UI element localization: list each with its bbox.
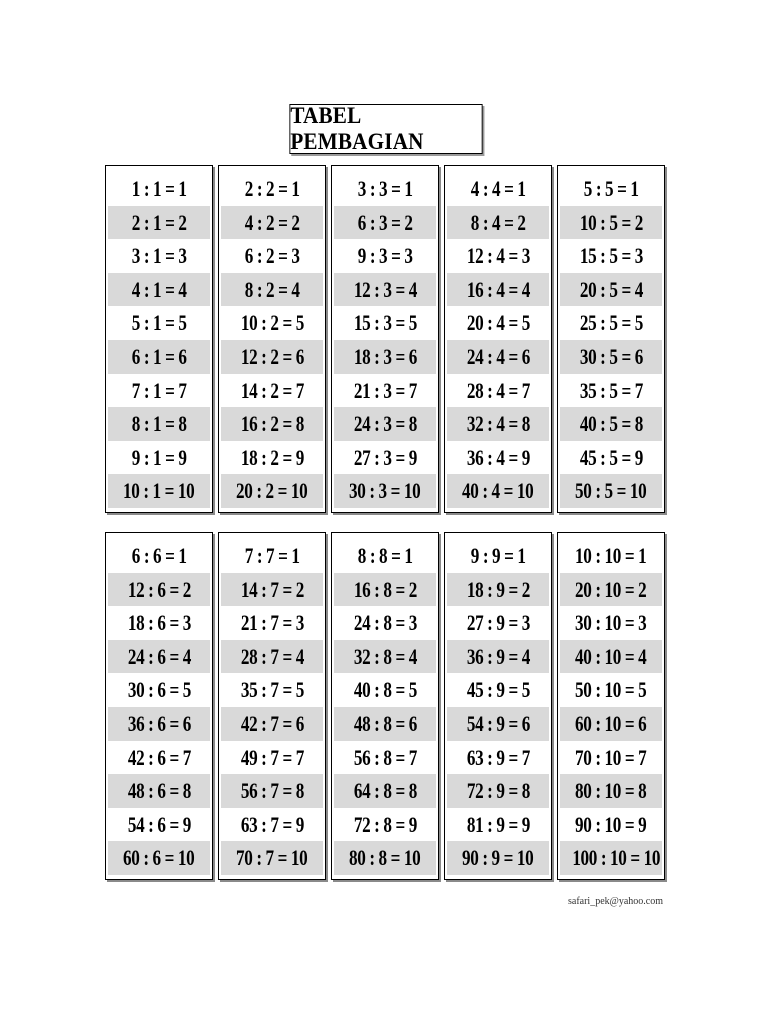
equation-text: 12 : 3 = 4	[353, 276, 417, 302]
equation-text: 30 : 10 = 3	[575, 610, 647, 636]
table-row	[334, 407, 436, 441]
table-row	[334, 172, 436, 206]
equation-text: 20 : 5 = 4	[579, 276, 643, 302]
table-row	[334, 306, 436, 340]
equation-text: 12 : 6 = 2	[127, 576, 191, 602]
table-row	[334, 340, 436, 374]
equation-text: 30 : 3 = 10	[349, 478, 421, 504]
table-row	[108, 640, 210, 674]
table-row	[108, 239, 210, 273]
table-row	[108, 606, 210, 640]
equation-text: 7 : 1 = 7	[131, 377, 187, 403]
table-row	[560, 306, 662, 340]
table-row	[221, 774, 323, 808]
table-row	[108, 407, 210, 441]
equation-text: 28 : 4 = 7	[466, 377, 530, 403]
table-row	[560, 774, 662, 808]
equation-text: 16 : 4 = 4	[466, 276, 530, 302]
table-row	[447, 239, 549, 273]
equation-text: 63 : 9 = 7	[466, 744, 530, 770]
equation-text: 54 : 9 = 6	[466, 710, 530, 736]
division-table-5	[557, 165, 665, 513]
equation-text: 60 : 10 = 6	[575, 710, 647, 736]
equation-text: 14 : 7 = 2	[240, 576, 304, 602]
table-row	[447, 340, 549, 374]
equation-text: 18 : 9 = 2	[466, 576, 530, 602]
equation-text: 25 : 5 = 5	[579, 310, 643, 336]
equation-text: 24 : 4 = 6	[466, 343, 530, 369]
division-table-10	[557, 532, 665, 880]
equation-text: 6 : 3 = 2	[357, 209, 413, 235]
equation-text: 30 : 5 = 6	[579, 343, 643, 369]
equation-text: 21 : 3 = 7	[353, 377, 417, 403]
table-row	[447, 306, 549, 340]
tables-row-bottom	[105, 532, 665, 880]
table-row	[108, 273, 210, 307]
equation-text: 48 : 8 = 6	[353, 710, 417, 736]
page-title: TABEL PEMBAGIAN	[289, 104, 482, 154]
table-row	[447, 707, 549, 741]
division-table-8	[331, 532, 439, 880]
equation-text: 6 : 1 = 6	[131, 343, 187, 369]
equation-text: 18 : 3 = 6	[353, 343, 417, 369]
division-table-4	[444, 165, 552, 513]
table-row	[108, 441, 210, 475]
equation-text: 48 : 6 = 8	[127, 778, 191, 804]
equation-text: 27 : 3 = 9	[353, 444, 417, 470]
equation-text: 32 : 8 = 4	[353, 643, 417, 669]
table-row	[560, 539, 662, 573]
equation-text: 54 : 6 = 9	[127, 811, 191, 837]
table-row	[334, 741, 436, 775]
equation-text: 3 : 3 = 1	[357, 176, 413, 201]
table-row	[334, 539, 436, 573]
equation-text: 81 : 9 = 9	[466, 811, 530, 837]
equation-text: 10 : 5 = 2	[579, 209, 643, 235]
table-row	[108, 206, 210, 240]
equation-text: 45 : 9 = 5	[466, 677, 530, 703]
table-row	[221, 573, 323, 607]
table-row	[560, 808, 662, 842]
equation-text: 24 : 3 = 8	[353, 411, 417, 437]
equation-text: 36 : 6 = 6	[127, 710, 191, 736]
table-row	[221, 273, 323, 307]
table-row	[108, 741, 210, 775]
table-row	[334, 273, 436, 307]
equation-text: 36 : 9 = 4	[466, 643, 530, 669]
equation-text: 14 : 2 = 7	[240, 377, 304, 403]
equation-text: 28 : 7 = 4	[240, 643, 304, 669]
equation-text: 80 : 8 = 10	[349, 845, 421, 871]
division-table-7	[218, 532, 326, 880]
table-row	[447, 841, 549, 875]
equation-text: 63 : 7 = 9	[240, 811, 304, 837]
division-table-2	[218, 165, 326, 513]
equation-text: 8 : 2 = 4	[244, 276, 300, 302]
table-row	[108, 539, 210, 573]
division-table-9	[444, 532, 552, 880]
table-row	[560, 573, 662, 607]
table-row	[560, 474, 662, 508]
table-row	[447, 774, 549, 808]
table-row	[560, 640, 662, 674]
equation-text: 3 : 1 = 3	[131, 243, 187, 269]
table-row	[334, 673, 436, 707]
equation-text: 80 : 10 = 8	[575, 778, 647, 804]
table-row	[334, 606, 436, 640]
equation-text: 8 : 1 = 8	[131, 411, 187, 437]
table-row	[560, 741, 662, 775]
equation-text: 45 : 5 = 9	[579, 444, 643, 470]
equation-text: 40 : 5 = 8	[579, 411, 643, 437]
table-row	[221, 741, 323, 775]
equation-text: 5 : 5 = 1	[583, 176, 639, 201]
equation-text: 10 : 1 = 10	[123, 478, 195, 504]
equation-text: 100 : 10 = 10	[572, 845, 661, 871]
equation-text: 20 : 2 = 10	[236, 478, 308, 504]
equation-text: 7 : 7 = 1	[244, 543, 300, 568]
equation-text: 20 : 10 = 2	[575, 576, 647, 602]
table-row	[560, 172, 662, 206]
equation-text: 15 : 5 = 3	[579, 243, 643, 269]
division-table-3	[331, 165, 439, 513]
table-row	[560, 407, 662, 441]
equation-text: 30 : 6 = 5	[127, 677, 191, 703]
table-row	[108, 573, 210, 607]
equation-text: 24 : 6 = 4	[127, 643, 191, 669]
table-row	[560, 206, 662, 240]
table-row	[334, 474, 436, 508]
equation-text: 50 : 5 = 10	[575, 478, 647, 504]
table-row	[560, 841, 662, 875]
table-row	[108, 808, 210, 842]
equation-text: 36 : 4 = 9	[466, 444, 530, 470]
equation-text: 1 : 1 = 1	[131, 176, 187, 201]
equation-text: 42 : 7 = 6	[240, 710, 304, 736]
equation-text: 2 : 1 = 2	[131, 209, 187, 235]
table-row	[560, 606, 662, 640]
equation-text: 12 : 4 = 3	[466, 243, 530, 269]
table-row	[221, 407, 323, 441]
table-row	[334, 640, 436, 674]
equation-text: 32 : 4 = 8	[466, 411, 530, 437]
equation-text: 40 : 10 = 4	[575, 643, 647, 669]
division-table-1	[105, 165, 213, 513]
table-row	[108, 172, 210, 206]
table-row	[334, 573, 436, 607]
table-row	[334, 774, 436, 808]
equation-text: 5 : 1 = 5	[131, 310, 187, 336]
table-row	[334, 206, 436, 240]
equation-text: 42 : 6 = 7	[127, 744, 191, 770]
equation-text: 18 : 2 = 9	[240, 444, 304, 470]
table-row	[221, 374, 323, 408]
table-row	[108, 707, 210, 741]
table-row	[447, 606, 549, 640]
equation-text: 56 : 8 = 7	[353, 744, 417, 770]
table-row	[447, 172, 549, 206]
table-row	[108, 340, 210, 374]
equation-text: 8 : 4 = 2	[470, 209, 526, 235]
table-row	[447, 573, 549, 607]
table-row	[221, 206, 323, 240]
table-row	[221, 707, 323, 741]
equation-text: 10 : 10 = 1	[575, 543, 647, 568]
table-row	[108, 306, 210, 340]
table-row	[221, 239, 323, 273]
equation-text: 72 : 9 = 8	[466, 778, 530, 804]
equation-text: 40 : 8 = 5	[353, 677, 417, 703]
table-row	[108, 474, 210, 508]
equation-text: 20 : 4 = 5	[466, 310, 530, 336]
equation-text: 4 : 2 = 2	[244, 209, 300, 235]
equation-text: 8 : 8 = 1	[357, 543, 413, 568]
equation-text: 35 : 5 = 7	[579, 377, 643, 403]
equation-text: 16 : 8 = 2	[353, 576, 417, 602]
table-row	[221, 808, 323, 842]
table-row	[221, 340, 323, 374]
table-row	[447, 273, 549, 307]
table-row	[221, 306, 323, 340]
table-row	[447, 741, 549, 775]
equation-text: 64 : 8 = 8	[353, 778, 417, 804]
table-row	[334, 374, 436, 408]
equation-text: 70 : 10 = 7	[575, 744, 647, 770]
equation-text: 90 : 10 = 9	[575, 811, 647, 837]
equation-text: 49 : 7 = 7	[240, 744, 304, 770]
equation-text: 50 : 10 = 5	[575, 677, 647, 703]
equation-text: 9 : 1 = 9	[131, 444, 187, 470]
table-row	[221, 640, 323, 674]
table-row	[447, 407, 549, 441]
equation-text: 70 : 7 = 10	[236, 845, 308, 871]
equation-text: 56 : 7 = 8	[240, 778, 304, 804]
equation-text: 2 : 2 = 1	[244, 176, 300, 201]
table-row	[221, 474, 323, 508]
table-row	[447, 808, 549, 842]
equation-text: 72 : 8 = 9	[353, 811, 417, 837]
footer-email: safari_pek@yahoo.com	[567, 896, 663, 907]
equation-text: 9 : 3 = 3	[357, 243, 413, 269]
table-row	[560, 374, 662, 408]
table-row	[221, 606, 323, 640]
table-row	[221, 673, 323, 707]
table-row	[221, 841, 323, 875]
table-row	[108, 673, 210, 707]
equation-text: 27 : 9 = 3	[466, 610, 530, 636]
table-row	[108, 841, 210, 875]
table-row	[334, 808, 436, 842]
equation-text: 18 : 6 = 3	[127, 610, 191, 636]
table-row	[447, 673, 549, 707]
table-row	[334, 441, 436, 475]
equation-text: 12 : 2 = 6	[240, 343, 304, 369]
table-row	[221, 539, 323, 573]
equation-text: 90 : 9 = 10	[462, 845, 534, 871]
equation-text: 24 : 8 = 3	[353, 610, 417, 636]
table-row	[221, 172, 323, 206]
table-row	[447, 474, 549, 508]
equation-text: 6 : 6 = 1	[131, 543, 187, 568]
equation-text: 35 : 7 = 5	[240, 677, 304, 703]
table-row	[108, 774, 210, 808]
table-row	[108, 374, 210, 408]
table-row	[447, 374, 549, 408]
table-row	[560, 673, 662, 707]
table-row	[447, 441, 549, 475]
table-row	[447, 206, 549, 240]
equation-text: 15 : 3 = 5	[353, 310, 417, 336]
equation-text: 10 : 2 = 5	[240, 310, 304, 336]
table-row	[447, 640, 549, 674]
table-row	[560, 707, 662, 741]
table-row	[221, 441, 323, 475]
equation-text: 21 : 7 = 3	[240, 610, 304, 636]
division-table-6	[105, 532, 213, 880]
equation-text: 40 : 4 = 10	[462, 478, 534, 504]
table-row	[334, 707, 436, 741]
equation-text: 60 : 6 = 10	[123, 845, 195, 871]
table-row	[447, 539, 549, 573]
equation-text: 4 : 4 = 1	[470, 176, 526, 201]
table-row	[560, 239, 662, 273]
table-row	[560, 340, 662, 374]
equation-text: 4 : 1 = 4	[131, 276, 187, 302]
equation-text: 16 : 2 = 8	[240, 411, 304, 437]
table-row	[334, 239, 436, 273]
equation-text: 9 : 9 = 1	[470, 543, 526, 568]
tables-row-top	[105, 165, 665, 513]
equation-text: 6 : 2 = 3	[244, 243, 300, 269]
table-row	[560, 441, 662, 475]
table-row	[334, 841, 436, 875]
table-row	[560, 273, 662, 307]
